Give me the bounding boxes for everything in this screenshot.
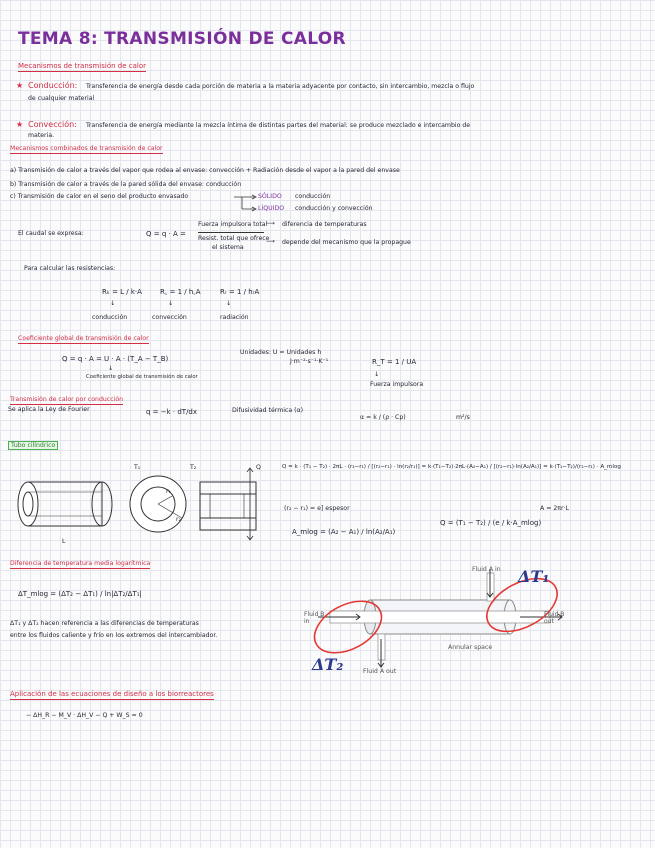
resistances-intro: Para calcular las resistencias: bbox=[24, 265, 116, 272]
arrow-2: ⟶ bbox=[266, 238, 275, 245]
global-caption: Coeficiente global de transmisión de calor bbox=[86, 374, 198, 380]
conduction-text-2: de cualquier material bbox=[28, 95, 95, 102]
solid-label: SÓLIDO bbox=[258, 193, 282, 200]
conduction-heading: Transmisión de calor por conducción bbox=[10, 396, 123, 405]
alpha-formula: α = k / (ρ · Cp) bbox=[360, 414, 406, 421]
fraction-line bbox=[198, 232, 264, 233]
rt-down-arrow: ↓ bbox=[374, 371, 380, 378]
delta-t1-label: ΔT₁ bbox=[518, 567, 550, 586]
amlog-equation: A_mlog = (A₂ − A₁) / ln(A₂/A₁) bbox=[292, 528, 396, 536]
convection-bullet: ★ bbox=[16, 120, 24, 129]
flow-arrow-2: depende del mecanismo que la propague bbox=[282, 239, 411, 246]
diffusivity-label: Difusividad térmica (α) bbox=[232, 407, 304, 414]
cylinder-equation: Q = k · (T₁ − T₂) · 2πL · (r₂−r₁) / [(r₂−r₁) · ln(r₂/r₁)] = k·(T₁−T₂)·2πL·(A₂−A₁) / [(r₂−r₁)·ln(A₂/A₁)] = k·(T₁−T₂)/(r₂−r₁) · A_mlog bbox=[282, 464, 621, 470]
liquid-desc: conducción y convección bbox=[295, 205, 373, 212]
design-heading: Aplicación de las ecuaciones de diseño a los biorreactores bbox=[10, 690, 214, 700]
label-l: L bbox=[62, 538, 66, 545]
rt-label: Fuerza impulsora bbox=[370, 381, 424, 388]
rk-formula: Rₖ = L / k·A bbox=[102, 288, 142, 296]
down-arrow-rk: ↓ bbox=[110, 300, 116, 307]
rt-formula: R_T = 1 / UA bbox=[372, 358, 417, 366]
fourier-equation: q = −k · dT/dx bbox=[146, 408, 198, 416]
fluid-b-out-label: Fluid B out bbox=[544, 611, 565, 625]
page-title: TEMA 8: TRANSMISIÓN DE CALOR bbox=[18, 29, 346, 49]
thickness-text: (r₂ − r₁) = e] espesor bbox=[284, 505, 350, 512]
label-r2: r₂ bbox=[176, 516, 182, 523]
label-t2: T₂ bbox=[190, 464, 197, 471]
global-equation: Q = q · A = U · A · (T_A − T_B) bbox=[62, 355, 169, 363]
down-arrow-rc: ↓ bbox=[168, 300, 174, 307]
conduction-term: Conducción: bbox=[28, 81, 78, 90]
down-arrow-rr: ↓ bbox=[226, 300, 232, 307]
flow-numerator: Fuerza impulsora total bbox=[198, 221, 268, 228]
flow-denominator-2: el sistema bbox=[212, 244, 244, 251]
cylinder-tag: Tubo cilíndrico bbox=[8, 441, 58, 450]
lmtd-formula: ΔT_mlog = (ΔT₂ − ΔT₁) / ln|ΔT₂/ΔT₁| bbox=[18, 590, 142, 598]
alpha-units: m²/s bbox=[456, 414, 470, 421]
q-thickness-equation: Q = (T₁ − T₂) / (e / k·A_mlog) bbox=[440, 519, 542, 527]
units-text: Unidades: U = Unidades h bbox=[240, 349, 322, 356]
annular-space-label: Annular space bbox=[448, 644, 493, 651]
combined-a: a) Transmisión de calor a través del vapor que rodea al envase: convección + Radiación desde el vapor a la pared del envase bbox=[10, 167, 400, 174]
convection-text-1: Transferencia de energía mediante la mezcla íntima de distintas partes del material: se produce mezclado e intercambio de bbox=[86, 122, 471, 129]
rc-label: convección bbox=[152, 314, 187, 321]
solid-desc: conducción bbox=[295, 193, 331, 200]
fluid-b-in-label: Fluid B in bbox=[304, 611, 325, 625]
conduction-text-1: Transferencia de energía desde cada porción de materia a la materia adyacente por contacto, sin intercambio, mezcla o flujo bbox=[86, 83, 475, 90]
delta-t2-label: ΔT₂ bbox=[312, 655, 344, 674]
flow-intro: El caudal se expresa: bbox=[18, 230, 84, 237]
design-equation: − ΔH_R − M_V · ΔH_V − Q + W_S = 0 bbox=[26, 712, 143, 719]
label-q: Q bbox=[256, 464, 261, 471]
lmtd-text-1: ΔT₁ y ΔT₂ hacen referencia a las diferencias de temperaturas bbox=[10, 620, 199, 627]
lmtd-text-2: entre los fluidos caliente y frío en los extremos del intercambiador. bbox=[10, 632, 218, 639]
arrow-1: ⟶ bbox=[266, 220, 275, 227]
flow-arrow-1: diferencia de temperaturas bbox=[282, 221, 367, 228]
convection-text-2: materia. bbox=[28, 132, 55, 139]
label-r1: r₁ bbox=[166, 488, 172, 495]
fluid-a-in-label: Fluid A in bbox=[472, 566, 501, 573]
liquid-label: LÍQUIDO bbox=[258, 205, 285, 212]
rr-formula: Rᵣ = 1 / hᵣA bbox=[220, 288, 260, 296]
units-text-2: J·m⁻²·s⁻¹·K⁻¹ bbox=[290, 358, 329, 365]
lmtd-heading: Diferencia de temperatura media logarítmica bbox=[10, 560, 150, 569]
label-t1: T₁ bbox=[134, 464, 141, 471]
fluid-a-out-label: Fluid A out bbox=[363, 668, 397, 675]
global-down-arrow: ↓ bbox=[108, 365, 114, 372]
flow-equation: Q = q · A = bbox=[146, 230, 186, 238]
area-text: A = 2πr·L bbox=[540, 505, 569, 512]
rr-label: radiación bbox=[220, 314, 249, 321]
rk-label: conducción bbox=[92, 314, 128, 321]
combined-b: b) Transmisión de calor a través de la pared sólida del envase: conducción bbox=[10, 181, 242, 188]
convection-term: Convección: bbox=[28, 120, 77, 129]
mechanisms-heading: Mecanismos de transmisión de calor bbox=[18, 62, 146, 72]
cylinder-drawing bbox=[12, 462, 282, 552]
rc-formula: R꜀ = 1 / h꜀A bbox=[160, 288, 201, 296]
combined-heading: Mecanismos combinados de transmisión de calor bbox=[10, 145, 163, 154]
combined-c: c) Transmisión de calor en el seno del producto envasado bbox=[10, 193, 189, 200]
conduction-bullet: ★ bbox=[16, 81, 24, 90]
fourier-intro: Se aplica la Ley de Fourier bbox=[8, 406, 90, 413]
flow-denominator-1: Resist. total que ofrece bbox=[198, 235, 270, 242]
global-coef-heading: Coeficiente global de transmisión de calor bbox=[18, 335, 149, 344]
